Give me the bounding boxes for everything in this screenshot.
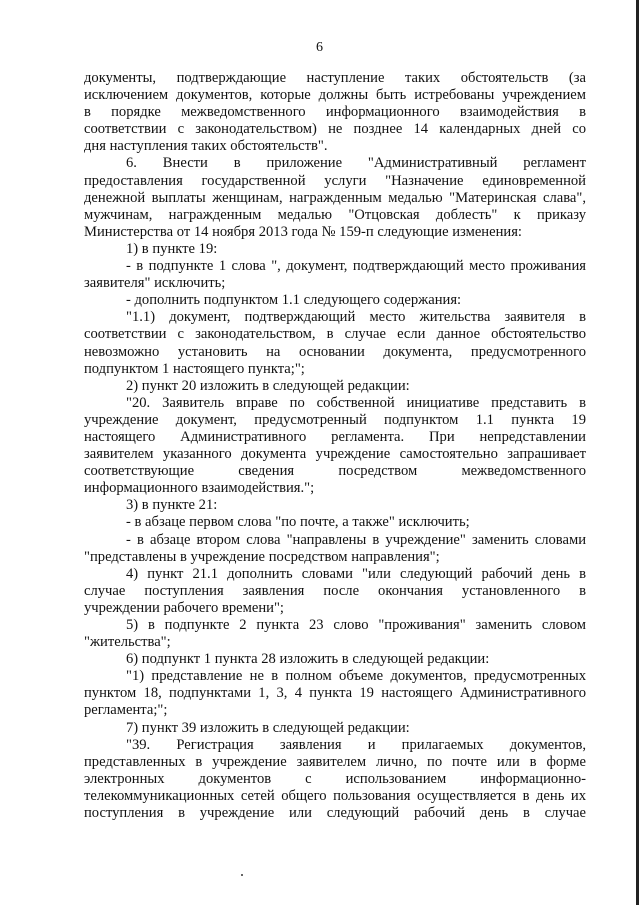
- text-line: "представлены в учреждение посредством направления";: [84, 548, 440, 565]
- text-line: случае поступления заявления после окончания установленного в: [84, 582, 586, 599]
- text-line: 4) пункт 21.1 дополнить словами "или следующий рабочий день в: [126, 565, 586, 582]
- text-line: соответствии с законодательством) не позднее 14 календарных дней со: [84, 121, 586, 138]
- text-line: учреждение документ, предусмотренный подпунктом 1.1 пункта 19: [84, 411, 586, 428]
- text-line: 6. Внести в приложение "Административный регламент: [126, 155, 586, 172]
- text-line: невозможно установить на основании документа, предусмотренного: [84, 343, 586, 360]
- text-line: поступления в учреждение или следующий рабочий день в случае: [84, 805, 586, 822]
- text-line: настоящего Административного регламента. При непредставлении: [84, 428, 586, 445]
- text-line: 6) подпункт 1 пункта 28 изложить в следующей редакции:: [126, 651, 490, 668]
- text-line: "1) представление не в полном объеме документов, предусмотренных: [126, 668, 586, 685]
- text-line: "жительства";: [84, 634, 171, 651]
- text-line: заявителем указанного документа учреждение самостоятельно запрашивает: [84, 446, 586, 463]
- text-line: документы, подтверждающие наступление таких обстоятельств (за: [84, 70, 586, 86]
- text-line: 1) в пункте 19:: [126, 240, 218, 257]
- text-line: мужчинам, награжденным медалью "Отцовская доблесть" к приказу: [84, 206, 586, 223]
- text-line: учреждении рабочего времени";: [84, 599, 284, 616]
- text-line: в порядке межведомственного информационного взаимодействия в: [84, 104, 586, 121]
- text-line: электронных документов с использованием информационно-: [84, 770, 586, 787]
- text-line: - в подпункте 1 слова ", документ, подтверждающий место проживания: [126, 258, 586, 275]
- text-line: "39. Регистрация заявления и прилагаемых документов,: [126, 736, 586, 753]
- text-line: 3) в пункте 21:: [126, 497, 218, 514]
- text-line: Министерства от 14 ноября 2013 года № 159-п следующие изменения:: [84, 223, 522, 240]
- text-line: 5) в подпункте 2 пункта 23 слово "проживания" заменить словом: [126, 617, 586, 633]
- text-line: дня наступления таких обстоятельств".: [84, 138, 328, 155]
- text-line: соответствии с законодательством, в случае если данное обстоятельство: [84, 326, 586, 343]
- text-line: предоставления государственной услуги "Назначение единовременной: [84, 172, 586, 189]
- text-line: "20. Заявитель вправе по собственной инициативе представить в: [126, 394, 586, 411]
- text-line: 7) пункт 39 изложить в следующей редакции:: [126, 719, 410, 736]
- text-line: соответствующие сведения посредством межведомственного: [84, 463, 586, 480]
- text-line: "1.1) документ, подтверждающий место жительства заявителя в: [126, 309, 586, 326]
- text-line: исключением документов, которые должны быть истребованы учреждением: [84, 87, 586, 104]
- text-line: телекоммуникационных сетей общего пользования осуществляется в день их: [84, 787, 586, 804]
- text-line: пунктом 18, подпунктами 1, 3, 4 пункта 19 настоящего Административного: [84, 685, 586, 702]
- text-line: регламента;";: [84, 702, 168, 719]
- text-line: представленных в учреждение заявителем лично, по почте или в форме: [84, 753, 586, 770]
- text-line: заявителя" исключить;: [84, 275, 226, 292]
- scan-speck: [241, 874, 243, 876]
- text-line: - в абзаце втором слова "направлены в учреждение" заменить словами: [126, 531, 586, 548]
- text-line: 2) пункт 20 изложить в следующей редакции:: [126, 377, 410, 394]
- page-number: 6: [316, 40, 323, 55]
- text-line: денежной выплаты женщинам, награжденным медалью "Материнская слава",: [84, 189, 586, 206]
- text-line: - дополнить подпунктом 1.1 следующего содержания:: [126, 292, 462, 309]
- text-line: подпунктом 1 настоящего пункта;";: [84, 360, 305, 377]
- text-line: - в абзаце первом слова "по почте, а также" исключить;: [126, 514, 470, 531]
- document-body: [84, 70, 586, 822]
- text-line: информационного взаимодействия.";: [84, 480, 315, 497]
